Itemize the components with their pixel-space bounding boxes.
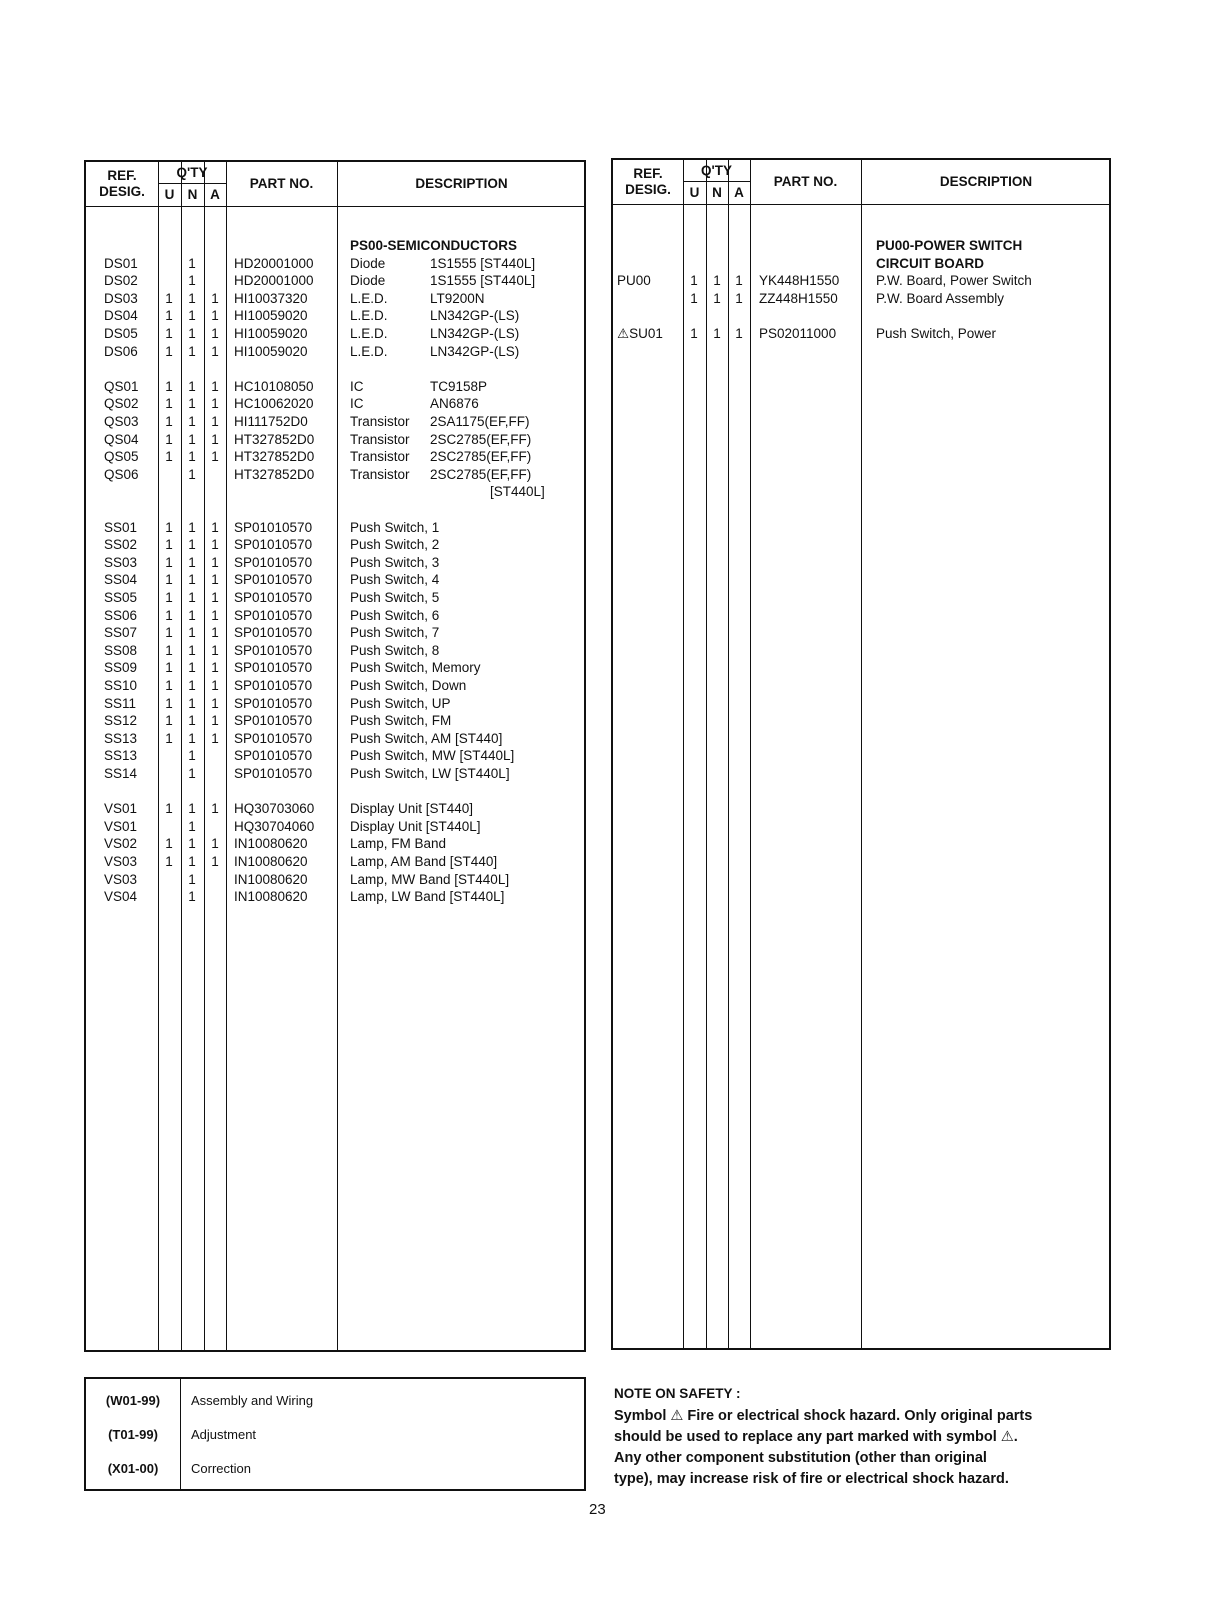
ref-desig: DS06	[104, 343, 138, 359]
qty-n: 1	[188, 255, 196, 271]
part-number: HI10059020	[234, 326, 308, 341]
qty-n: 1	[188, 414, 196, 429]
section-heading-text: PS00-SEMICONDUCTORS	[350, 238, 518, 253]
safety-note-line: should be used to replace any part marked with symbol ⚠.	[614, 1429, 1018, 1445]
ref-desig: VS03	[104, 871, 138, 887]
description: Push Switch, Memory	[350, 660, 481, 676]
qty-u: 1	[165, 343, 173, 359]
qty-u: 1	[165, 642, 173, 658]
part-number: SP01010570	[234, 625, 313, 641]
qty-n: 1	[188, 572, 196, 588]
qty-n: 1	[713, 290, 721, 306]
header-qty-right: Q'TY	[701, 163, 732, 178]
part-number: HC10108050	[234, 378, 314, 394]
qty-n: 1	[188, 537, 196, 553]
qty-n: 1	[188, 748, 196, 764]
qty-u: 1	[690, 326, 698, 341]
qty-u: 1	[165, 378, 173, 394]
safety-note-line: type), may increase risk of fire or electrical shock hazard.	[614, 1471, 1009, 1487]
description: Push Switch, 6	[350, 607, 440, 623]
part-number: HI10059020	[234, 308, 308, 324]
header-u-right: U	[689, 185, 700, 200]
description: Push Switch, Power	[876, 326, 997, 341]
parts-table-left	[84, 160, 586, 1352]
qty-u: 1	[165, 431, 173, 447]
qty-u: 1	[165, 678, 173, 693]
header-n-right: N	[712, 185, 722, 200]
header-n: N	[187, 187, 198, 202]
description: L.E.D.	[350, 308, 388, 324]
qty-a: 1	[211, 801, 219, 817]
legend-label: Assembly and Wiring	[191, 1393, 314, 1408]
ref-desig: DS04	[104, 308, 138, 324]
description: Diode	[350, 273, 386, 289]
parts-table-right	[611, 158, 1111, 1350]
ref-desig: SS02	[104, 537, 138, 553]
header-part-no: PART NO.	[249, 176, 314, 191]
qty-a: 1	[211, 836, 219, 852]
qty-n: 1	[188, 889, 196, 905]
legend-code: (T01-99)	[108, 1427, 158, 1442]
page-number: 23	[589, 1501, 606, 1518]
ref-desig: DS02	[104, 273, 138, 289]
part-number: SP01010570	[234, 730, 313, 746]
part-number: PS02011000	[759, 326, 837, 341]
description: P.W. Board Assembly	[876, 290, 1005, 306]
description: P.W. Board, Power Switch	[876, 273, 1032, 289]
description: Lamp, MW Band [ST440L]	[350, 871, 510, 887]
description: IC	[350, 396, 364, 412]
qty-n: 1	[188, 801, 196, 817]
part-number: ZZ448H1550	[759, 290, 838, 306]
description: Push Switch, 7	[350, 625, 440, 641]
ref-desig: SS11	[104, 695, 137, 711]
qty-u: 1	[165, 590, 173, 605]
description: Transistor	[350, 414, 410, 429]
description: Lamp, AM Band [ST440]	[350, 854, 498, 869]
qty-n: 1	[188, 554, 196, 570]
legend-row	[86, 1384, 584, 1418]
qty-n: 1	[188, 660, 196, 676]
legend-label: Adjustment	[191, 1427, 257, 1442]
part-number: HD20001000	[234, 273, 314, 289]
qty-n: 1	[188, 607, 196, 623]
ref-desig: PU00	[617, 273, 651, 289]
ref-desig: SS01	[104, 519, 138, 535]
description: Push Switch, 1	[350, 519, 440, 535]
header-part-no-right: PART NO.	[773, 174, 838, 189]
qty-n: 1	[188, 695, 196, 711]
header-ref-right: REF.	[633, 166, 663, 181]
revision-legend	[84, 1377, 586, 1491]
description: Lamp, LW Band [ST440L]	[350, 889, 505, 905]
header-desig: DESIG.	[99, 184, 145, 199]
part-number: SP01010570	[234, 678, 313, 693]
part-number: HQ30703060	[234, 801, 315, 817]
description: Transistor	[350, 431, 410, 447]
ref-desig: ⚠SU01	[617, 326, 663, 341]
header-description-right: DESCRIPTION	[939, 174, 1033, 189]
qty-u: 1	[165, 537, 173, 553]
qty-u: 1	[165, 660, 173, 676]
qty-a: 1	[211, 290, 219, 306]
qty-n: 1	[713, 326, 721, 341]
ref-desig: SS03	[104, 554, 138, 570]
description: Push Switch, FM	[350, 713, 452, 729]
description: L.E.D.	[350, 290, 388, 306]
ref-desig: SS10	[104, 678, 138, 693]
qty-u: 1	[165, 713, 173, 729]
qty-n: 1	[188, 378, 196, 394]
qty-n: 1	[188, 519, 196, 535]
description: Push Switch, 2	[350, 537, 440, 553]
qty-u: 1	[165, 290, 173, 306]
part-number: IN10080620	[234, 854, 308, 869]
header-ref: REF.	[107, 168, 137, 183]
ref-desig: SS12	[104, 713, 138, 729]
part-number: SP01010570	[234, 519, 313, 535]
part-number: HT327852D0	[234, 449, 315, 465]
description-detail: 2SC2785(EF,FF)	[430, 431, 532, 447]
ref-desig: VS04	[104, 889, 138, 905]
qty-u: 1	[165, 414, 173, 429]
qty-u: 1	[165, 326, 173, 341]
qty-u: 1	[165, 801, 173, 817]
header-a: A	[210, 187, 220, 202]
part-number: IN10080620	[234, 871, 308, 887]
qty-n: 1	[188, 449, 196, 465]
qty-a: 1	[211, 396, 219, 412]
qty-n: 1	[188, 431, 196, 447]
part-number: SP01010570	[234, 660, 313, 676]
legend-row	[86, 1418, 584, 1452]
header-qty: Q'TY	[176, 165, 208, 180]
description: Push Switch, 4	[350, 572, 440, 588]
qty-a: 1	[735, 290, 743, 306]
description: Lamp, FM Band	[350, 836, 447, 852]
qty-n: 1	[188, 466, 196, 482]
section-heading-text: CIRCUIT BOARD	[876, 255, 984, 271]
description: Push Switch, LW [ST440L]	[350, 766, 510, 781]
header-ref-desig-right	[613, 166, 683, 198]
qty-a: 1	[211, 642, 219, 658]
part-number: HT327852D0	[234, 431, 315, 447]
description: Push Switch, AM [ST440]	[350, 730, 503, 746]
description: Push Switch, 5	[350, 590, 440, 605]
qty-u: 1	[165, 836, 173, 852]
section-heading-text: PU00-POWER SWITCH	[876, 238, 1023, 253]
qty-u: 1	[165, 308, 173, 324]
ref-desig: SS08	[104, 642, 138, 658]
part-number: HQ30704060	[234, 818, 315, 834]
ref-desig: DS03	[104, 290, 138, 306]
legend-code: (W01-99)	[105, 1393, 161, 1408]
description: Push Switch, UP	[350, 695, 451, 711]
qty-a: 1	[211, 660, 219, 676]
ref-desig: VS03	[104, 854, 138, 869]
qty-u: 1	[690, 273, 698, 289]
ref-desig: SS13	[104, 748, 138, 764]
qty-a: 1	[735, 326, 743, 341]
qty-a: 1	[211, 378, 219, 394]
ref-desig: QS06	[104, 466, 139, 482]
ref-desig: QS04	[104, 431, 139, 447]
header-desig-right: DESIG.	[625, 182, 671, 197]
qty-a: 1	[211, 449, 219, 465]
qty-n: 1	[188, 590, 196, 605]
part-number: IN10080620	[234, 836, 308, 852]
qty-n: 1	[188, 871, 196, 887]
qty-a: 1	[211, 854, 219, 869]
ref-desig: QS05	[104, 449, 139, 465]
description-detail: 2SC2785(EF,FF)	[430, 449, 532, 465]
ref-desig: SS14	[104, 766, 138, 781]
qty-u: 1	[165, 572, 173, 588]
description: IC	[350, 378, 364, 394]
description: L.E.D.	[350, 343, 388, 359]
qty-a: 1	[211, 695, 219, 711]
description-detail: [ST440L]	[490, 484, 545, 500]
part-number: HT327852D0	[234, 466, 315, 482]
description: Display Unit [ST440]	[350, 801, 474, 817]
ref-desig: VS01	[104, 818, 138, 834]
qty-a: 1	[211, 678, 219, 693]
qty-n: 1	[188, 642, 196, 658]
part-number: SP01010570	[234, 572, 313, 588]
ref-desig: VS01	[104, 801, 138, 817]
qty-u: 1	[165, 730, 173, 746]
qty-a: 1	[211, 326, 219, 341]
ref-desig: SS09	[104, 660, 138, 676]
qty-n: 1	[188, 730, 196, 746]
ref-desig: SS05	[104, 590, 138, 605]
qty-a: 1	[211, 343, 219, 359]
qty-n: 1	[188, 396, 196, 412]
ref-desig: VS02	[104, 836, 138, 852]
qty-n: 1	[188, 326, 196, 341]
part-number: SP01010570	[234, 766, 313, 781]
qty-u: 1	[165, 607, 173, 623]
qty-n: 1	[188, 818, 196, 834]
ref-desig: QS02	[104, 396, 139, 412]
description: Display Unit [ST440L]	[350, 818, 481, 834]
qty-a: 1	[211, 607, 219, 623]
qty-n: 1	[188, 713, 196, 729]
description-detail: 2SC2785(EF,FF)	[430, 466, 532, 482]
qty-a: 1	[211, 431, 219, 447]
part-number: SP01010570	[234, 748, 313, 764]
ref-desig: SS07	[104, 625, 138, 641]
part-number: SP01010570	[234, 537, 313, 553]
qty-n: 1	[188, 273, 196, 289]
qty-n: 1	[188, 766, 196, 781]
part-number: HI10059020	[234, 343, 308, 359]
qty-n: 1	[188, 836, 196, 852]
qty-n: 1	[188, 625, 196, 641]
qty-n: 1	[713, 273, 721, 289]
qty-u: 1	[165, 625, 173, 641]
description-detail: 1S1555 [ST440L]	[430, 255, 536, 271]
qty-u: 1	[165, 519, 173, 535]
part-number: SP01010570	[234, 554, 313, 570]
legend-label: Correction	[191, 1461, 251, 1476]
header-u: U	[164, 187, 175, 202]
qty-a: 1	[211, 590, 219, 605]
qty-u: 1	[165, 396, 173, 412]
part-number: HI10037320	[234, 290, 308, 306]
description: Push Switch, 3	[350, 554, 440, 570]
part-number: YK448H1550	[759, 273, 840, 289]
qty-n: 1	[188, 678, 196, 693]
qty-a: 1	[211, 554, 219, 570]
qty-a: 1	[211, 713, 219, 729]
qty-a: 1	[211, 572, 219, 588]
qty-u: 1	[165, 449, 173, 465]
ref-desig: QS01	[104, 378, 139, 394]
qty-u: 1	[690, 290, 698, 306]
qty-a: 1	[211, 519, 219, 535]
description: Push Switch, Down	[350, 678, 467, 693]
qty-n: 1	[188, 854, 196, 869]
part-number: SP01010570	[234, 713, 313, 729]
description-detail: 1S1555 [ST440L]	[430, 273, 536, 289]
safety-note	[614, 1383, 1104, 1490]
ref-desig: DS01	[104, 255, 138, 271]
description-detail: LN342GP-(LS)	[430, 308, 520, 324]
description-detail: LN342GP-(LS)	[430, 343, 520, 359]
legend-code: (X01-00)	[107, 1461, 159, 1476]
header-ref-desig	[86, 168, 158, 200]
qty-u: 1	[165, 695, 173, 711]
part-number: HI111752D0	[234, 414, 308, 429]
description-detail: LT9200N	[430, 290, 485, 306]
header-description: DESCRIPTION	[415, 176, 508, 191]
ref-desig: DS05	[104, 326, 138, 341]
description-detail: 2SA1175(EF,FF)	[430, 414, 530, 429]
description: Transistor	[350, 449, 410, 465]
part-number: IN10080620	[234, 889, 308, 905]
header-a-right: A	[734, 185, 744, 200]
description-detail: LN342GP-(LS)	[430, 326, 520, 341]
qty-a: 1	[211, 730, 219, 746]
qty-a: 1	[211, 537, 219, 553]
ref-desig: SS13	[104, 730, 138, 746]
ref-desig: SS06	[104, 607, 138, 623]
qty-u: 1	[165, 554, 173, 570]
qty-a: 1	[735, 273, 743, 289]
qty-a: 1	[211, 625, 219, 641]
description: Transistor	[350, 466, 410, 482]
qty-n: 1	[188, 343, 196, 359]
description-detail: TC9158P	[430, 378, 488, 394]
part-number: SP01010570	[234, 642, 313, 658]
description-detail: AN6876	[430, 396, 479, 412]
qty-n: 1	[188, 290, 196, 306]
description: Diode	[350, 255, 386, 271]
qty-a: 1	[211, 308, 219, 324]
part-number: SP01010570	[234, 607, 313, 623]
safety-note-line: Any other component substitution (other than original	[614, 1450, 987, 1466]
qty-a: 1	[211, 414, 219, 429]
qty-u: 1	[165, 854, 173, 869]
description: Push Switch, MW [ST440L]	[350, 748, 515, 764]
description: L.E.D.	[350, 326, 388, 341]
description: Push Switch, 8	[350, 642, 440, 658]
legend-row	[86, 1452, 584, 1486]
part-number: HD20001000	[234, 255, 314, 271]
safety-note-title: NOTE ON SAFETY :	[614, 1386, 741, 1401]
part-number: SP01010570	[234, 695, 313, 711]
qty-n: 1	[188, 308, 196, 324]
ref-desig: QS03	[104, 414, 139, 429]
safety-note-line: Symbol ⚠ Fire or electrical shock hazard. Only original parts	[614, 1408, 1033, 1424]
part-number: HC10062020	[234, 396, 314, 412]
ref-desig: SS04	[104, 572, 138, 588]
part-number: SP01010570	[234, 590, 313, 605]
